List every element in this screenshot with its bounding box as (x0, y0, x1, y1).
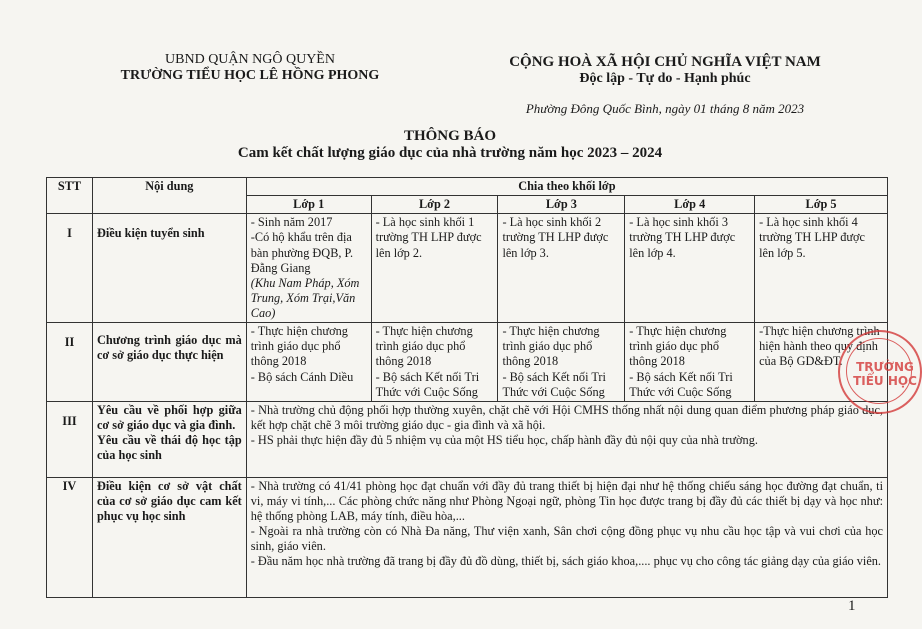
cell-line: - Ngoài ra nhà trường còn có Nhà Đa năng, Thư viện xanh, Sân chơi cộng đồng phục vụ nhu cầu học tập và vui chơi của học sinh, giáo viên. (250, 524, 883, 554)
header-content: Nội dung (92, 178, 246, 214)
commitment-table (46, 177, 888, 598)
content-line: Yêu cầu về thái độ học tập của học sinh (96, 433, 242, 463)
cell-line: - Nhà trường có 41/41 phòng học đạt chuẩn với đầy đủ trang thiết bị hiện đại như hệ thống chiếu sáng học đường đạt chuẩn, ti vi, máy vi tính,... Các phòng chức năng như Phòng Ngoại ngữ, phòng Tin học được trang bị đầy đủ các thiết bị dạy và học như: hệ thống phòng LAB, máy tính, điều hòa,... (250, 478, 883, 523)
grade-1-cell (246, 323, 371, 402)
header-grade-1: Lớp 1 (246, 196, 371, 214)
seal-text: TRƯỜNG TIỂU HỌC (853, 360, 917, 388)
grade-1-cell (246, 214, 371, 323)
header-grade-3: Lớp 3 (498, 196, 625, 214)
cell-line: - Thực hiện chương trình giáo dục phổ thông 2018 (250, 324, 348, 369)
place-date: Phường Đông Quốc Bình, ngày 01 tháng 8 năm 2023 (525, 101, 805, 116)
grade-3-cell: - Là học sinh khối 2 trường TH LHP được lên lớp 3. (498, 214, 625, 323)
merged-cell (246, 477, 887, 597)
table-row (47, 401, 888, 477)
cell-line: -Có hộ khẩu trên địa bàn phường ĐQB, P. Đằng Giang (250, 230, 354, 275)
row-content: Điều kiện tuyển sinh (92, 214, 246, 323)
title-sub: Cam kết chất lượng giáo dục của nhà trường năm học 2023 – 2024 (237, 145, 663, 161)
header-grade-2: Lớp 2 (371, 196, 498, 214)
header-grade-5: Lớp 5 (755, 196, 888, 214)
row-content: Điều kiện cơ sở vật chất của cơ sở giáo dục cam kết phục vụ học sinh (92, 477, 246, 597)
cell-line: - Đầu năm học nhà trường đã trang bị đầy đủ đồ dùng, thiết bị, sách giáo khoa,.... phục vụ cho công tác giảng dạy của giáo viên. (250, 554, 881, 569)
cell-line: - Thực hiện chương trình giáo dục phổ thông 2018 (629, 324, 727, 369)
school-seal (838, 330, 922, 414)
national-title: CỘNG HOÀ XÃ HỘI CHỦ NGHĨA VIỆT NAM (509, 54, 821, 70)
content-line: Yêu cầu về phối hợp giữa cơ sở giáo dục và gia đình. (96, 402, 242, 432)
header-grade-4: Lớp 4 (625, 196, 755, 214)
header-grade-group: Chia theo khối lớp (246, 178, 887, 196)
row-content: Chương trình giáo dục mà cơ sở giáo dục thực hiện (92, 323, 246, 402)
row-stt: II (47, 323, 93, 402)
school-header (100, 52, 400, 84)
grade-2-cell (371, 323, 498, 402)
row-stt: IV (47, 477, 93, 597)
document-title (0, 128, 900, 162)
grade-3-cell (498, 323, 625, 402)
district-name: UBND QUẬN NGÔ QUYỀN (165, 52, 335, 67)
cell-line: (Khu Nam Pháp, Xóm Trung, Xóm Trại,Văn Cao) (250, 275, 360, 320)
cell-line: - Thực hiện chương trình giáo dục phổ thông 2018 (502, 324, 600, 369)
cell-line: - Sinh năm 2017 (250, 215, 333, 230)
page-number: 1 (848, 598, 856, 614)
header-row (47, 178, 888, 196)
national-header (470, 54, 860, 117)
cell-line: - Bộ sách Kết nối Tri Thức với Cuộc Sống (375, 369, 480, 399)
cell-line: - Thực hiện chương trình giáo dục phổ thông 2018 (375, 324, 473, 369)
school-name: TRƯỜNG TIỂU HỌC LÊ HỒNG PHONG (120, 68, 380, 83)
title-main: THÔNG BÁO (403, 128, 497, 144)
table-row (47, 323, 888, 402)
cell-line: - Bộ sách Kết nối Tri Thức với Cuộc Sống (502, 369, 606, 399)
grade-4-cell (625, 323, 755, 402)
cell-line: - Nhà trường chủ động phối hợp thường xuyên, chặt chẽ với Hội CMHS thống nhất nội dung quan điểm phương pháp giáo dục, kết hợp chặt chẽ 3 môi trường giáo dục - gia đình và xã hội. (250, 402, 883, 432)
row-stt: III (47, 401, 93, 477)
national-motto: Độc lập - Tự do - Hạnh phúc (579, 71, 751, 86)
grade-5-cell: - Là học sinh khối 4 trường TH LHP được lên lớp 5. (755, 214, 888, 323)
table-row (47, 477, 888, 597)
grade-5-cell: -Thực hiện chương trình hiện hành theo quy định của Bộ GD&ĐT. (755, 323, 888, 402)
header-stt: STT (47, 178, 93, 214)
table-row (47, 214, 888, 323)
merged-cell (246, 401, 887, 477)
grade-4-cell: - Là học sinh khối 3 trường TH LHP được lên lớp 4. (625, 214, 755, 323)
cell-line: - Bộ sách Cánh Diều (250, 369, 354, 384)
cell-line: - HS phải thực hiện đầy đủ 5 nhiệm vụ của một HS tiểu học, chấp hành đầy đủ nội quy của nhà trường. (250, 433, 758, 447)
grade-2-cell: - Là học sinh khối 1 trường TH LHP được lên lớp 2. (371, 214, 498, 323)
row-content (92, 401, 246, 477)
row-stt: I (47, 214, 93, 323)
cell-line: - Bộ sách Kết nối Tri Thức với Cuộc Sống (629, 369, 733, 399)
